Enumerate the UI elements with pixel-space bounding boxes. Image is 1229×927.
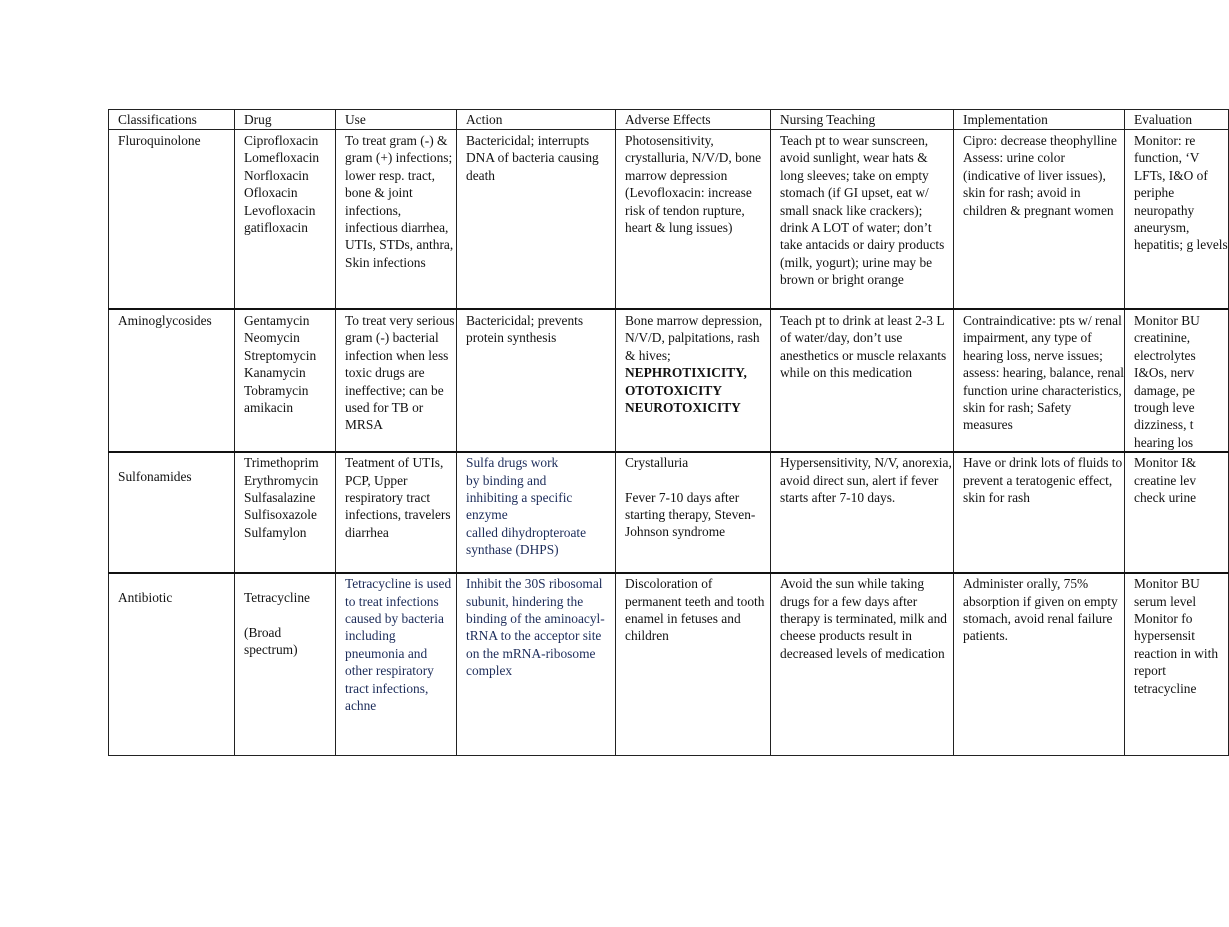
drug-name: amikacin xyxy=(244,400,294,416)
drug-name: Tobramycin xyxy=(244,382,309,398)
nursing-teaching-cell: Hypersensitivity, N/V, anorexia, avoid direct sun, alert if fever starts after 7-10 days. xyxy=(771,452,954,573)
action-cell xyxy=(457,452,616,573)
implementation-cell: Cipro: decrease theophylline Assess: urine color (indicative of liver issues), skin for rash; avoid in children & pregnant women xyxy=(954,130,1125,310)
evaluation-cell: Monitor BU creatinine, electrolytes I&Os, nerv damage, pe trough leve dizziness, t hearing los xyxy=(1125,309,1229,452)
nursing-teaching-cell: Avoid the sun while taking drugs for a few days after therapy is terminated, milk and cheese products result in decreased levels of medication xyxy=(771,573,954,756)
table-header-row xyxy=(109,110,1229,130)
drug-name: Norfloxacin xyxy=(244,167,309,183)
toxicity-warning: NEUROTOXICITY xyxy=(625,400,741,416)
use-cell: To treat gram (-) & gram (+) infections; lower resp. tract, bone & joint infections, infectious diarrhea, UTIs, STDs, anthra, Skin infections xyxy=(336,130,457,310)
classification-cell: Aminoglycosides xyxy=(109,309,235,452)
antibiotic-drug-table xyxy=(108,109,1229,756)
action-line: inhibiting a specific xyxy=(466,490,573,506)
table-row xyxy=(109,573,1229,756)
implementation-cell: Have or drink lots of fluids to prevent a teratogenic effect, skin for rash xyxy=(954,452,1125,573)
drug-cell xyxy=(235,130,336,310)
action-cell: Inhibit the 30S ribosomal subunit, hindering the binding of the aminoacyl-tRNA to the acceptor site on the mRNA-ribosome complex xyxy=(457,573,616,756)
implementation-cell: Administer orally, 75% absorption if given on empty stomach, avoid renal failure patients. xyxy=(954,573,1125,756)
drug-name: Lomefloxacin xyxy=(244,150,320,166)
evaluation-cell: Monitor I& creatine lev check urine xyxy=(1125,452,1229,573)
header-use: Use xyxy=(336,110,457,130)
action-line: Sulfa drugs work xyxy=(466,455,559,471)
adverse-effect-primary: Crystalluria xyxy=(625,455,689,471)
drug-cell xyxy=(235,309,336,452)
header-implementation: Implementation xyxy=(954,110,1125,130)
drug-note: (Broad spectrum) xyxy=(244,624,298,658)
drug-cell xyxy=(235,452,336,573)
drug-name: Gentamycin xyxy=(244,313,310,328)
header-evaluation: Evaluation xyxy=(1125,110,1229,130)
drug-name: Sulfisoxazole xyxy=(244,507,317,523)
evaluation-cell: Monitor BU serum level Monitor fo hypersensit reaction in with report tetracycline xyxy=(1125,573,1229,756)
table-row xyxy=(109,309,1229,452)
action-cell: Bactericidal; interrupts DNA of bacteria causing death xyxy=(457,130,616,310)
use-cell: Tetracycline is used to treat infections caused by bacteria including pneumonia and other respiratory tract infections, achne xyxy=(336,573,457,756)
drug-name: Streptomycin xyxy=(244,347,317,363)
drug-name: Sulfasalazine xyxy=(244,490,316,506)
classification-cell xyxy=(109,573,235,756)
evaluation-cell: Monitor: re function, ‘V LFTs, I&O of periphe neuropathy aneurysm, hepatitis; g levels xyxy=(1125,130,1229,310)
header-drug: Drug xyxy=(235,110,336,130)
adverse-effects-cell: Discoloration of permanent teeth and tooth enamel in fetuses and children xyxy=(616,573,771,756)
drug-name: Erythromycin xyxy=(244,472,319,488)
spacer xyxy=(244,607,335,624)
header-action: Action xyxy=(457,110,616,130)
action-line: by binding and xyxy=(466,472,547,488)
drug-name: Ofloxacin xyxy=(244,185,298,201)
toxicity-warning: OTOTOXICITY xyxy=(625,382,722,398)
table-row xyxy=(109,130,1229,310)
header-classifications: Classifications xyxy=(109,110,235,130)
table-row xyxy=(109,452,1229,573)
use-cell: To treat very serious gram (-) bacterial infection when less toxic drugs are ineffective; can be used for TB or MRSA xyxy=(336,309,457,452)
nursing-teaching-cell: Teach pt to drink at least 2-3 L of water/day, don’t use anesthetics or muscle relaxants while on this medication xyxy=(771,309,954,452)
classification-label: Antibiotic xyxy=(118,590,173,606)
toxicity-warning: NEPHROTIXICITY, xyxy=(625,365,747,381)
classification-label: Sulfonamides xyxy=(118,469,192,485)
drug-cell xyxy=(235,573,336,756)
header-nursing-teaching: Nursing Teaching xyxy=(771,110,954,130)
drug-name: Sulfamylon xyxy=(244,524,307,540)
action-line: synthase (DHPS) xyxy=(466,542,559,558)
drug-name: Kanamycin xyxy=(244,365,306,381)
adverse-effects-cell xyxy=(616,309,771,452)
adverse-effects-cell xyxy=(616,452,771,573)
classification-cell: Fluroquinolone xyxy=(109,130,235,310)
header-adverse-effects: Adverse Effects xyxy=(616,110,771,130)
adverse-effects-cell: Photosensitivity, crystalluria, N/V/D, bone marrow depression (Levofloxacin: increase risk of tendon rupture, heart & lung issues) xyxy=(616,130,771,310)
spacer xyxy=(625,472,770,489)
nursing-teaching-cell: Teach pt to wear sunscreen, avoid sunlight, wear hats & long sleeves; take on empty stomach (if GI upset, eat w/ small snack like crackers); drink A LOT of water; don’t take antacids or dairy products (milk, yogurt); urine may be brown or bright orange xyxy=(771,130,954,310)
action-line: called dihydropteroate xyxy=(466,524,587,540)
drug-name: gatifloxacin xyxy=(244,220,308,236)
adverse-effect-secondary: Fever 7-10 days after starting therapy, Steven-Johnson syndrome xyxy=(625,489,756,540)
classification-cell xyxy=(109,452,235,573)
action-line: enzyme xyxy=(466,507,508,523)
use-cell: Teatment of UTIs, PCP, Upper respiratory tract infections, travelers diarrhea xyxy=(336,452,457,573)
implementation-cell: Contraindicative: pts w/ renal impairment, any type of hearing loss, nerve issues; assess: hearing, balance, renal function urine characteristics, skin for rash; Safety measures xyxy=(954,309,1125,452)
adverse-effects-text: Bone marrow depression, N/V/D, palpitations, rash & hives; xyxy=(625,313,763,363)
drug-name: Levofloxacin xyxy=(244,202,316,218)
drug-name: Neomycin xyxy=(244,330,300,346)
action-cell: Bactericidal; prevents protein synthesis xyxy=(457,309,616,452)
drug-name: Trimethoprim xyxy=(244,455,319,471)
drug-name: Ciprofloxacin xyxy=(244,133,319,148)
drug-name: Tetracycline xyxy=(244,590,310,606)
